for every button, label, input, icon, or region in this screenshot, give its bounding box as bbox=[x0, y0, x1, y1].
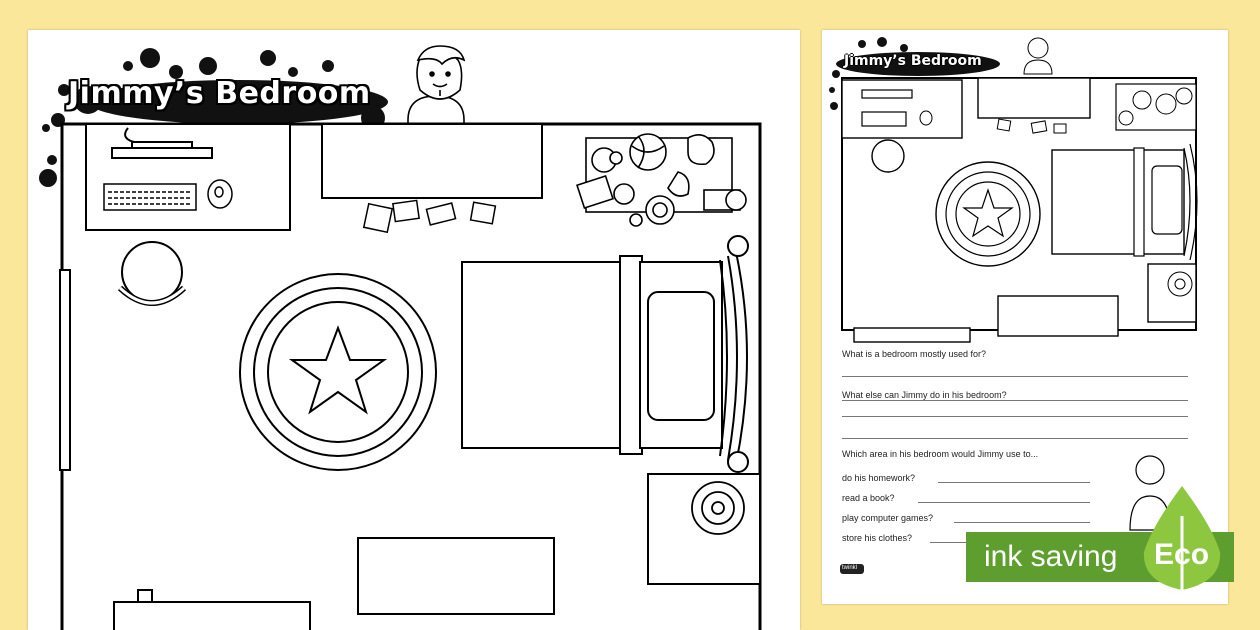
question-2: What else can Jimmy do in his bedroom? bbox=[842, 390, 1007, 400]
prompt-computer-games: play computer games? bbox=[842, 513, 934, 523]
side-page-title: Jimmy’s Bedroom bbox=[844, 53, 982, 69]
prompt-store-clothes: store his clothes? bbox=[842, 533, 913, 543]
bed-icon bbox=[462, 236, 748, 472]
main-worksheet bbox=[28, 30, 800, 630]
bottom-door bbox=[114, 602, 310, 630]
eco-label: Eco bbox=[1154, 538, 1210, 571]
boy-icon bbox=[408, 46, 464, 124]
toys-icon bbox=[577, 134, 746, 226]
logo-text: twinkl bbox=[842, 565, 858, 571]
question-1: What is a bedroom mostly used for? bbox=[842, 349, 987, 359]
boy-icon bbox=[1024, 38, 1052, 74]
wardrobe bbox=[322, 124, 542, 198]
desk bbox=[86, 124, 290, 230]
ink-saving-badge bbox=[966, 486, 1234, 596]
door bbox=[60, 270, 70, 470]
rug-icon bbox=[240, 274, 436, 470]
prompt-homework: do his homework? bbox=[842, 473, 916, 483]
keyboard-icon bbox=[104, 184, 196, 210]
dresser bbox=[358, 538, 554, 614]
bedroom-floorplan bbox=[28, 30, 800, 630]
question-3: Which area in his bedroom would Jimmy use to... bbox=[842, 449, 1039, 459]
chair-icon bbox=[120, 242, 184, 303]
page-title: Jimmy’s Bedroom bbox=[68, 76, 371, 111]
ink-saving-label: ink saving bbox=[984, 540, 1118, 573]
prompt-read-book: read a book? bbox=[842, 493, 895, 503]
mouse-icon bbox=[208, 180, 232, 208]
lamp-icon bbox=[692, 482, 744, 534]
